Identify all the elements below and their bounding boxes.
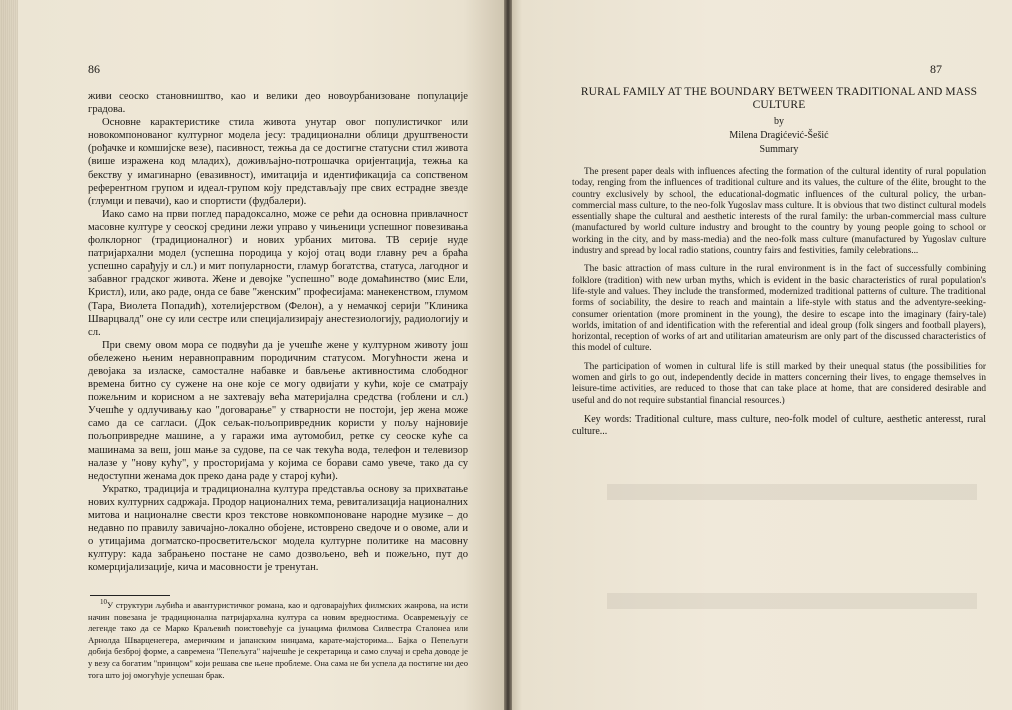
paragraph-3 (88, 208, 468, 339)
footnote-rule (90, 595, 170, 596)
left-page (0, 0, 504, 710)
summary-paragraph-2: The basic attraction of mass culture in the rural environment is in the fact of successfully combining folklore (tradition) with new urban myths, which is evident in the basic characteristics of rural population's life-style and values. They include the transformed, modernized traditional patterns of culture. The traditional forms of sociability, the desire to reach and maintain a life-style with status and the adventyre-seeking-consumer orientation (more prominent in the young), the desire to escape into the imaginary (fairy-tale) worlds, imitation of and identification with the referential and ideal group (folk singers and football players), horizontal, reception of works of art and utilitarian amateurism are only part of the discussed characteristics of this model of culture. (572, 264, 986, 354)
paragraph-2: Основне карактеристике стила живота унутар овог популистичког или новокомпонованог културног модела јесу: традиционални облици друштвености (рођачке и комшијске везе), пасивност, тежња да се достигне статусни стил живота (више изражена код младих), доживљајно-потрошачка оријентација, тежња ка бекству у имагинарно (евазивност), имитација и идентификација са сопственом референтном групом и идеал-групом коју представљају пре свих естрадне звезде (глумци и певачи), као и спортисти (фудбалери). (88, 117, 468, 207)
keywords: Key words: Traditional culture, mass culture, neo-folk model of culture, aesthetic anteresst, rural culture... (572, 413, 986, 437)
paragraph-1: живи сеоско становништво, као и велики део новоурбанизоване популације градова. (88, 91, 468, 116)
footnote-text: У структури љубића и авантуристичког романа, као и одговарајућих филмских жанрова, на исти начин повезана је традиционална патријархална култура са новим вредностима. Осавремењују се легенде тако да се Марко Краљевић поистовећује са јунацима филмова Силвестра Сталонеа или Арнолда Шварценегера, америчким и јапанским нинџама, карате-мајсторима... Бајка о Пепељуги добија безброј форме, а савремена "Пепељуга" најчешће је секретарица и само случај и срећа доводе је у везу са богатим "принцом" који решава све њене проблеме. Она сама не би успела да постигне ни део тога што јој омогућује успешан брак. (88, 600, 468, 680)
footnote-marker: 10 (100, 598, 107, 607)
footnote (88, 600, 468, 681)
byline-by: by (774, 116, 784, 127)
right-content (572, 86, 986, 445)
author-name: Milena Dragićević-Šešić (729, 130, 829, 141)
left-body-text (88, 90, 468, 574)
paragraph-4: При свему овом мора се подвући да је учешће жене у културном животу још обележено њеним неравноправним породичним статусом. Могућности жена и девојака за изласке, самосталне набавке и бављење активностима слободног времена битно су сужене на оне које се могу одвијати у кући, које се сматрају пожељним и корисном а не захтевају већа материјална средства (гоблени и сл.) Учешће у одлучивању као "договарање" у стварности не постоји, јер жена може само да се сагласи. (Док сељак-пољопривредник користи у пољу најновије пољопривредне машине, а у гаражи има аутомобил, ретке су сеоске куће са машинама за веш, још мање за судове, па се чак текућа вода, телефон и телевизор налазе у "нову кућу", у просторијама у којима се борави само увече, тако да су недоступни женама док преко дана раде у старој кући). (88, 339, 468, 482)
page-edges-decoration (0, 0, 18, 710)
summary-paragraph-1: The present paper deals with influences afecting the formation of the cultural identity of rural population today, renging from the influences of traditional culture and its values, the culture of the élite, brought to the country exclusively by school, the educational-dogmatic influences of the cultural policy, the urban-commercial mass culture, to the neo-folk Yugoslav mass culture. It is obvious that two distinct cultural models essentially shape the cultural and aesthetic interests of the rural family: the urban-commercial mass culture (manufactured by world culture industry and brought to the country by young people going to school or working in the city, and by mass-media) and the neo-folk mass culture (manufactured by Yugoslav culture industry and spread by local radio stations, country fairs and festivities, family celebrations... (572, 167, 986, 257)
book-gutter (504, 0, 512, 710)
show-through-text-decoration (607, 430, 977, 680)
page-number-right: 87 (930, 62, 942, 76)
summary-heading: Summary (759, 144, 799, 155)
paragraph-5: Укратко, традиција и традиционална култура представља основу за прихватање нових културних садржаја. Продор националних тема, ревитализација националних митова и националне свести кроз текстове новкомпоноване народне музике – до недавно по правилу завичајно-локално обојене, истоврено сведоче и о овоме, али и о утицајима догматско-просветитељског модела културне политике на масовну културу: када забрањено постане не само дозвољено, већ и пожељно, пут до комерцијализације, кича и масовности је тренутан. (88, 483, 468, 574)
page-number-left: 86 (88, 62, 100, 76)
summary-body (572, 167, 986, 438)
article-title: RURAL FAMILY AT THE BOUNDARY BETWEEN TRADITIONAL AND MASS CULTURE (580, 86, 978, 111)
paragraph-3-text: Иако само на први поглед парадоксално, може се рећи да основна привлачност масовне културе у сеоској средини лежи управо у чињеници успешног повезивања фолклорног (традиционалног) и нових урбаних митова. ТВ серије нуде патријархални модел (успешна породица у којој отац води главну реч а браћа успешно сарађују и сл.) и мит популарности, гламур богатства, статуса, лагодног и забавног градског живота. Жене и девојке "успешно" воде домаћинство (мис Ели, Кристл), или, ако раде, онда се баве "женским" професијама: манекенством, глумом (Тара, Виолета Попадић), хотелијерством (Фелон), а у немачкој серији "Клиника Шварцвалд" оне су или сестре или специјализирају анестезиологију, радиологију и сл. (88, 208, 468, 338)
summary-paragraph-3: The participation of women in cultural life is still marked by their unequal status (the possibilities for women and girls to go out, independently decide in matters concerning their lives, to engage themselves in leisure-time activities, are reduced to those that can take place at home, that are considered desirable and useful and do not require substantial financial resources.) (572, 361, 986, 406)
right-page (512, 0, 1012, 710)
